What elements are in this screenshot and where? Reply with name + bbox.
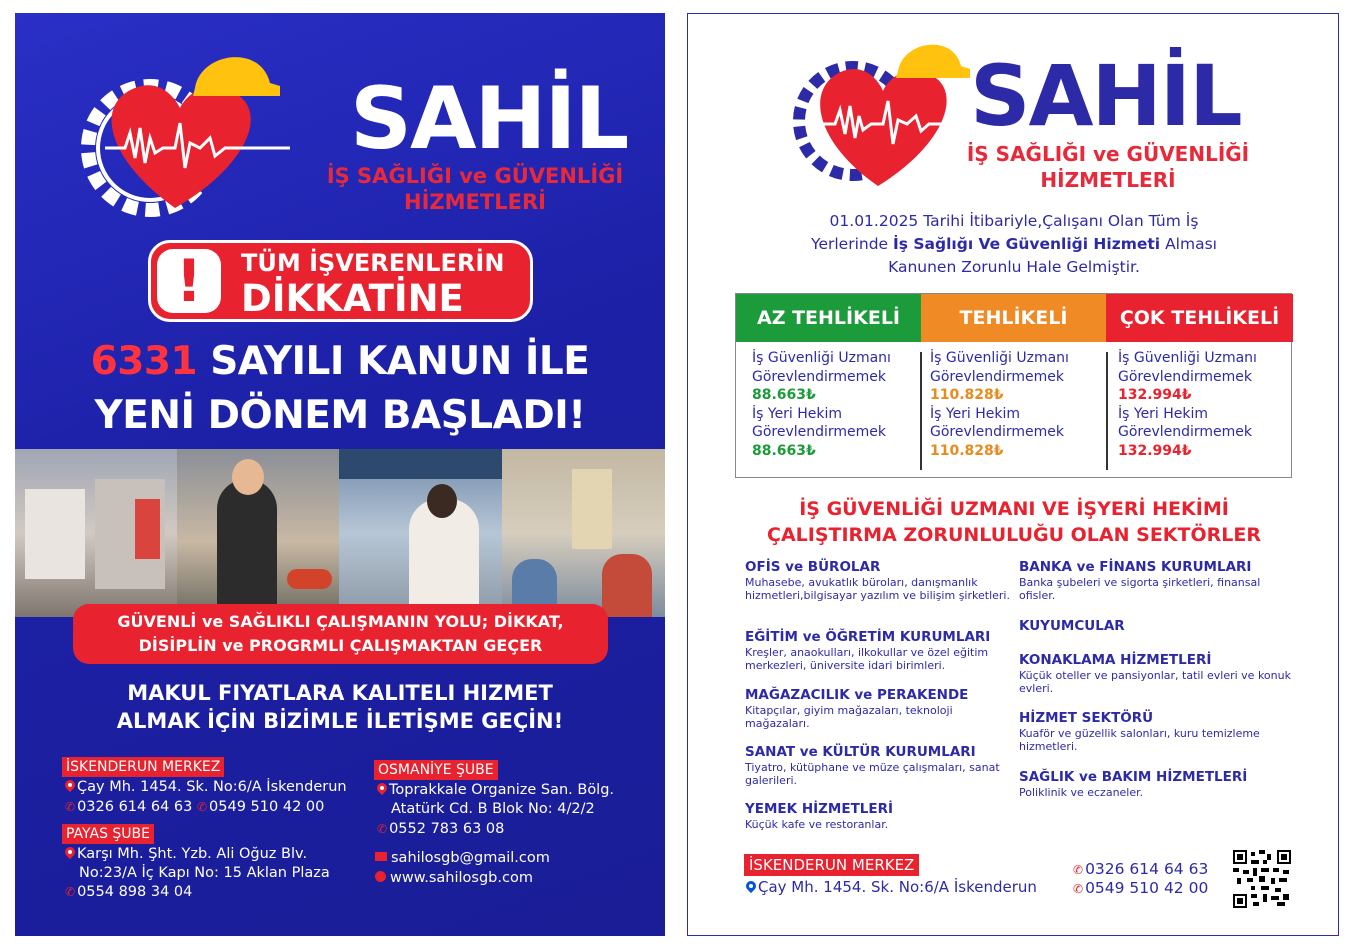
- sector-desc: Küçük oteller ve pansiyonlar, tatil evleri ve konuk evleri.: [1019, 669, 1291, 695]
- osmaniye-address-2: Atatürk Cd. B Blok No: 4/2/2: [391, 801, 595, 817]
- sector-title: KONAKLAMA HİZMETLERİ: [1019, 652, 1212, 668]
- intro-text: [728, 210, 1300, 279]
- sector-desc: Muhasebe, avukatlık büroları, danışmanlık hizmetleri,bilgisayar yazılım ve bilişim şirketleri.: [745, 576, 1010, 602]
- phone-1[interactable]: 0326 614 64 63: [1085, 860, 1209, 878]
- brand-name: SAHİL: [350, 69, 628, 169]
- sector-title: OFİS ve BÜROLAR: [745, 559, 881, 575]
- classroom-photo: [502, 449, 665, 617]
- sector-item: [1019, 769, 1294, 799]
- hazard-table: [735, 293, 1292, 478]
- sector-title: KUYUMCULAR: [1019, 618, 1125, 634]
- hazard-header-high: ÇOK TEHLİKELİ: [1106, 294, 1293, 342]
- osmaniye-phone-text[interactable]: 0552 783 63 08: [389, 821, 505, 837]
- iskenderun-phone-2[interactable]: 0549 510 42 00: [209, 799, 325, 815]
- brand-subtitle-2: HİZMETLERİ: [1040, 168, 1176, 192]
- sector-desc: Kreşler, anaokulları, ilkokullar ve özel eğitim merkezleri, üniversite idari birimleri.: [745, 646, 989, 672]
- payas-address-1-text: Karşı Mh. Şht. Yzb. Ali Oğuz Blv.: [77, 846, 308, 862]
- hazard-text: Görevlendirmemek: [930, 368, 1065, 385]
- location-pin-icon: [377, 783, 387, 795]
- intro-line-1: 01.01.2025 Tarihi İtibariyle,Çalışanı Olan Tüm İş: [829, 212, 1199, 230]
- hazard-text: Görevlendirmemek: [930, 424, 1065, 440]
- hazard-text: İş Güvenliği Uzmanı: [752, 350, 891, 366]
- slogan-line-1: GÜVENLİ ve SAĞLIKLI ÇALIŞMANIN YOLU; DİKKAT,: [117, 612, 564, 631]
- alert-line-2: DİKKATİNE: [241, 277, 464, 320]
- alert-banner: [148, 240, 533, 322]
- phone-2[interactable]: 0549 510 42 00: [1085, 879, 1209, 897]
- slogan-line-2: DİSİPLİN ve PROGRMLI ÇALIŞMAKTAN GEÇER: [138, 636, 543, 655]
- payas-tag: PAYAS ŞUBE: [62, 824, 154, 844]
- sector-item: [745, 801, 1020, 831]
- osmaniye-address-1-text: Toprakkale Organize San. Bölg.: [389, 782, 615, 798]
- phone-icon: ✆: [65, 800, 76, 814]
- right-flyer: [687, 13, 1339, 936]
- phone-icon: ✆: [1073, 882, 1084, 896]
- law-number: 6331: [90, 339, 198, 384]
- hazard-price: 132.994₺: [1118, 387, 1192, 403]
- intro-line-2-post: Alması: [1160, 235, 1217, 253]
- sector-desc: Poliklinik ve eczaneler.: [1019, 786, 1144, 799]
- hazard-text: İş Yeri Hekim: [1118, 405, 1209, 422]
- sector-item: [745, 559, 1020, 602]
- sector-title: SAĞLIK ve BAKIM HİZMETLERİ: [1019, 769, 1248, 785]
- payas-address-2: No:23/A İç Kapı No: 15 Aklan Plaza: [79, 865, 330, 881]
- phone-icon: ✆: [196, 800, 208, 814]
- sector-desc: Banka şubeleri ve sigorta şirketleri, finansal ofisler.: [1019, 576, 1261, 602]
- website-line: [375, 868, 533, 888]
- heart-gear-icon: [75, 48, 335, 228]
- payas-address-1: [65, 844, 307, 864]
- exclamation-icon: !: [157, 249, 221, 313]
- sector-item: [1019, 710, 1294, 753]
- iskenderun-tag: İSKENDERUN MERKEZ: [62, 757, 224, 777]
- hazard-price: 88.663₺: [752, 387, 816, 403]
- sector-title: BANKA ve FİNANS KURUMLARI: [1019, 559, 1252, 575]
- law-heading-2: YENİ DÖNEM BAŞLADI!: [94, 393, 586, 438]
- sector-item: [1019, 652, 1294, 695]
- sector-item: [1019, 559, 1294, 602]
- iskenderun-phone-1[interactable]: 0326 614 64 63: [77, 799, 193, 815]
- hazard-text: Görevlendirmemek: [1118, 368, 1253, 385]
- sector-title: MAĞAZACILIK ve PERAKENDE: [745, 687, 969, 703]
- sector-desc: Tiyatro, kütüphane ve müze çalışmaları, sanat galerileri.: [745, 761, 1000, 787]
- email-link[interactable]: sahilosgb@gmail.com: [391, 850, 550, 866]
- iskenderun-address: [65, 777, 347, 797]
- mail-icon: [375, 852, 387, 861]
- phone-line-2: [1073, 879, 1208, 897]
- hazard-header-low: AZ TEHLİKELİ: [736, 294, 921, 342]
- email-line: [375, 848, 550, 868]
- location-pin-icon: [65, 847, 75, 859]
- osmaniye-phone: [377, 819, 504, 839]
- sectors-heading-1: İŞ GÜVENLİĞİ UZMANI VE İŞYERİ HEKİMİ: [799, 498, 1229, 520]
- qr-code-icon[interactable]: [1233, 850, 1291, 908]
- website-link[interactable]: www.sahilosgb.com: [390, 870, 533, 886]
- office-photo: [339, 449, 502, 617]
- hazard-col-high: [1118, 349, 1257, 460]
- brand-subtitle-2: HİZMETLERİ: [404, 190, 546, 214]
- osmaniye-address-1: [377, 780, 614, 800]
- store-photo: [15, 449, 177, 617]
- intro-line-3: Kanunen Zorunlu Hale Gelmiştir.: [888, 258, 1140, 276]
- location-pin-icon: [65, 780, 75, 792]
- globe-icon: [375, 871, 386, 882]
- brand-subtitle: İŞ SAĞLIĞI ve GÜVENLİĞİ: [966, 142, 1250, 166]
- contact-heading-1: MAKUL FIYATLARA KALITELI HIZMET: [127, 681, 553, 705]
- osmaniye-tag: OSMANİYE ŞUBE: [374, 760, 498, 780]
- brand-name: SAHİL: [970, 47, 1241, 145]
- intro-line-2: [728, 233, 1300, 256]
- sector-title: EĞİTİM ve ÖĞRETİM KURUMLARI: [745, 629, 991, 645]
- law-heading-rest: SAYILI KANUN İLE: [197, 339, 590, 384]
- alert-line-1: TÜM İŞVERENLERİN: [241, 249, 505, 277]
- column-divider: [920, 352, 922, 470]
- iskenderun-tag: İSKENDERUN MERKEZ: [744, 854, 919, 876]
- slogan-banner: [73, 604, 608, 664]
- hazard-text: İş Güvenliği Uzmanı: [1118, 350, 1257, 366]
- phone-icon: ✆: [1073, 863, 1084, 877]
- sector-desc: Küçük kafe ve restoranlar.: [745, 818, 889, 831]
- column-divider: [1106, 352, 1108, 470]
- sector-item: [1019, 618, 1294, 635]
- sector-item: [745, 744, 1020, 787]
- photo-strip: [15, 449, 665, 617]
- hazard-price: 110.828₺: [930, 387, 1004, 403]
- hazard-col-mid: [930, 349, 1069, 460]
- payas-phone-text[interactable]: 0554 898 34 04: [77, 884, 193, 900]
- hazard-text: Görevlendirmemek: [752, 424, 887, 440]
- hazard-header-mid: TEHLİKELİ: [921, 294, 1106, 342]
- kitchen-photo: [177, 449, 339, 617]
- hazard-price: 110.828₺: [930, 442, 1004, 459]
- phone-icon: ✆: [377, 822, 388, 836]
- sector-title: YEMEK HİZMETLERİ: [745, 801, 894, 817]
- hazard-col-low: [752, 349, 891, 460]
- sector-item: [745, 629, 1020, 672]
- phone-line-1: [1073, 860, 1208, 878]
- hazard-text: Görevlendirmemek: [752, 368, 887, 385]
- iskenderun-phones: [65, 797, 324, 817]
- payas-phone: [65, 882, 192, 902]
- left-logo: [75, 48, 635, 228]
- phone-icon: ✆: [65, 885, 76, 899]
- hazard-price: 132.994₺: [1118, 442, 1192, 459]
- law-heading-1: [15, 339, 665, 384]
- location-pin-icon: [746, 881, 756, 893]
- hazard-text: İş Yeri Hekim: [752, 405, 843, 422]
- hazard-text: İş Güvenliği Uzmanı: [930, 350, 1069, 366]
- sector-title: SANAT ve KÜLTÜR KURUMLARI: [745, 744, 976, 760]
- hazard-text: İş Yeri Hekim: [930, 405, 1021, 422]
- left-flyer: [15, 13, 665, 936]
- hazard-text: Görevlendirmemek: [1118, 424, 1253, 440]
- sectors-heading-2: ÇALIŞTIRMA ZORUNLULUĞU OLAN SEKTÖRLER: [767, 524, 1261, 546]
- intro-line-2-bold: İş Sağlığı Ve Güvenliği Hizmeti: [893, 235, 1161, 253]
- sector-desc: Kuaför ve güzellik salonları, kuru temizleme hizmetleri.: [1019, 727, 1260, 753]
- iskenderun-address-text: Çay Mh. 1454. Sk. No:6/A İskenderun: [77, 779, 347, 795]
- intro-line-2-pre: Yerlerinde: [811, 235, 893, 253]
- hazard-price: 88.663₺: [752, 442, 816, 459]
- sector-desc: Kitapçılar, giyim mağazaları, teknoloji mağazaları.: [745, 704, 953, 730]
- sector-item: [745, 687, 1020, 730]
- sector-title: HİZMET SEKTÖRÜ: [1019, 710, 1154, 726]
- contact-heading-2: ALMAK İÇİN BİZİMLE İLETİŞME GEÇİN!: [116, 709, 564, 733]
- brand-subtitle: İŞ SAĞLIĞI ve GÜVENLİĞİ: [326, 164, 624, 188]
- iskenderun-address-text: Çay Mh. 1454. Sk. No:6/A İskenderun: [758, 878, 1037, 896]
- iskenderun-address: [746, 878, 1037, 896]
